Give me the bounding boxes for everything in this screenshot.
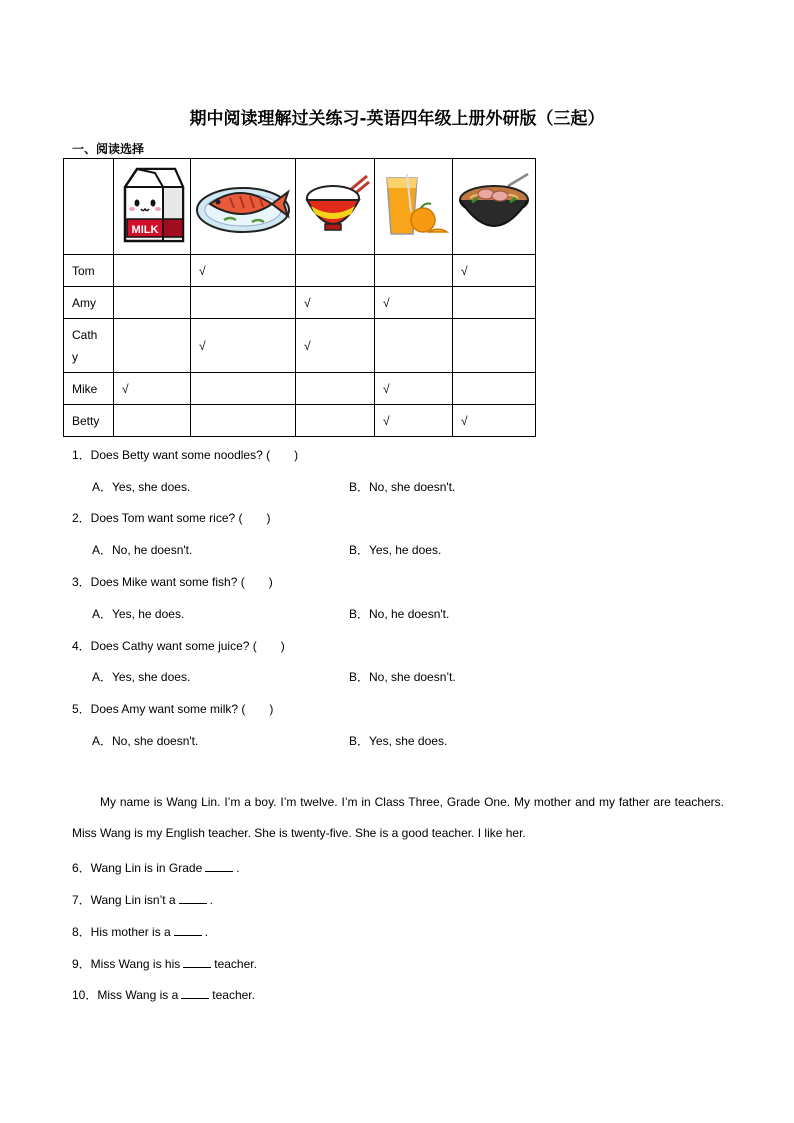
answer-blank bbox=[205, 861, 233, 872]
rice-bowl-icon bbox=[299, 172, 371, 238]
fill-question-8 bbox=[72, 923, 208, 940]
check-cell bbox=[296, 255, 375, 287]
noodle-bowl-icon bbox=[456, 172, 532, 238]
option-4a: A．Yes, she does. bbox=[92, 670, 191, 684]
check-cell: √ bbox=[375, 287, 453, 319]
answer-blank bbox=[183, 957, 211, 968]
answer-blank bbox=[181, 988, 209, 999]
fill-text: . bbox=[236, 861, 240, 875]
question-3: 3．Does Mike want some fish? ( ) bbox=[72, 575, 273, 589]
check-cell bbox=[191, 373, 296, 405]
milk-label: MILK bbox=[131, 224, 159, 236]
reading-passage: My name is Wang Lin. I’m a boy. I’m twelve. I’m in Class Three, Grade One. My mother and my father are teachers. Miss Wang is my English teacher. She is twenty-five. She is a good teacher. I like her. bbox=[72, 795, 724, 840]
question-4: 4．Does Cathy want some juice? ( ) bbox=[72, 639, 285, 653]
fill-text: . bbox=[204, 925, 209, 939]
food-table bbox=[63, 158, 536, 437]
table-row bbox=[64, 255, 536, 287]
section-heading: 一、阅读选择 bbox=[72, 142, 145, 156]
fill-text: teacher. bbox=[214, 957, 257, 971]
answer-blank bbox=[174, 925, 202, 936]
option-3b: B．No, he doesn't. bbox=[349, 607, 450, 621]
check-cell bbox=[296, 373, 375, 405]
table-row bbox=[64, 287, 536, 319]
fill-text: 6．Wang Lin is in Grade bbox=[72, 861, 203, 875]
option-5a: A．No, she doesn't. bbox=[92, 734, 199, 748]
orange-juice-icon bbox=[379, 172, 449, 238]
option-2a: A．No, he doesn't. bbox=[92, 543, 193, 557]
table-header-row bbox=[64, 159, 536, 255]
fill-text: 7．Wang Lin isn’t a bbox=[72, 893, 176, 907]
table-cell-fish bbox=[191, 159, 296, 255]
check-cell bbox=[114, 319, 191, 373]
fill-question-6 bbox=[72, 859, 240, 876]
check-cell bbox=[114, 255, 191, 287]
check-cell: √ bbox=[296, 319, 375, 373]
check-cell bbox=[296, 405, 375, 437]
name-line: Cath bbox=[72, 327, 98, 342]
check-cell: √ bbox=[191, 319, 296, 373]
check-cell: √ bbox=[375, 373, 453, 405]
check-cell bbox=[114, 287, 191, 319]
fill-text: teacher. bbox=[212, 988, 255, 1002]
name-cell: Betty bbox=[64, 405, 114, 437]
name-cell: Tom bbox=[64, 255, 114, 287]
check-cell: √ bbox=[453, 255, 536, 287]
name-line: y bbox=[72, 349, 78, 364]
fill-question-9 bbox=[72, 955, 257, 972]
check-cell: √ bbox=[375, 405, 453, 437]
fill-text: . bbox=[209, 893, 213, 907]
page-title: 期中阅读理解过关练习-英语四年级上册外研版（三起） bbox=[189, 109, 605, 129]
check-cell: √ bbox=[296, 287, 375, 319]
check-cell bbox=[191, 287, 296, 319]
table-cell-rice bbox=[296, 159, 375, 255]
check-cell: √ bbox=[453, 405, 536, 437]
fish-plate-icon bbox=[194, 174, 292, 236]
fill-text: 10．Miss Wang is a bbox=[72, 988, 179, 1002]
check-cell bbox=[191, 405, 296, 437]
table-cell-noodles bbox=[453, 159, 536, 255]
check-cell: √ bbox=[191, 255, 296, 287]
option-3a: A．Yes, he does. bbox=[92, 607, 185, 621]
option-1a: A．Yes, she does. bbox=[92, 480, 191, 494]
question-1: 1．Does Betty want some noodles? ( ) bbox=[72, 448, 299, 462]
milk-carton-icon bbox=[117, 165, 187, 245]
option-2b: B．Yes, he does. bbox=[349, 543, 442, 557]
name-cell bbox=[64, 319, 114, 373]
table-cell-milk bbox=[114, 159, 191, 255]
question-5: 5．Does Amy want some milk? ( ) bbox=[72, 702, 274, 716]
check-cell bbox=[453, 287, 536, 319]
table-row bbox=[64, 405, 536, 437]
name-cell: Amy bbox=[64, 287, 114, 319]
check-cell bbox=[114, 405, 191, 437]
check-cell bbox=[375, 255, 453, 287]
fill-text: 8．His mother is a bbox=[72, 925, 171, 939]
option-5b: B．Yes, she does. bbox=[349, 734, 448, 748]
check-cell bbox=[453, 319, 536, 373]
check-cell: √ bbox=[114, 373, 191, 405]
check-cell bbox=[375, 319, 453, 373]
table-row bbox=[64, 319, 536, 373]
table-row bbox=[64, 373, 536, 405]
fill-question-10 bbox=[72, 986, 255, 1003]
fill-question-7 bbox=[72, 891, 213, 908]
check-cell bbox=[453, 373, 536, 405]
table-cell-juice bbox=[375, 159, 453, 255]
table-corner-cell bbox=[64, 159, 114, 255]
option-4b: B．No, she doesn’t. bbox=[349, 670, 456, 684]
fill-text: 9．Miss Wang is his bbox=[72, 957, 181, 971]
question-2: 2．Does Tom want some rice? ( ) bbox=[72, 511, 271, 525]
answer-blank bbox=[179, 893, 207, 904]
name-cell: Mike bbox=[64, 373, 114, 405]
option-1b: B．No, she doesn't. bbox=[349, 480, 456, 494]
